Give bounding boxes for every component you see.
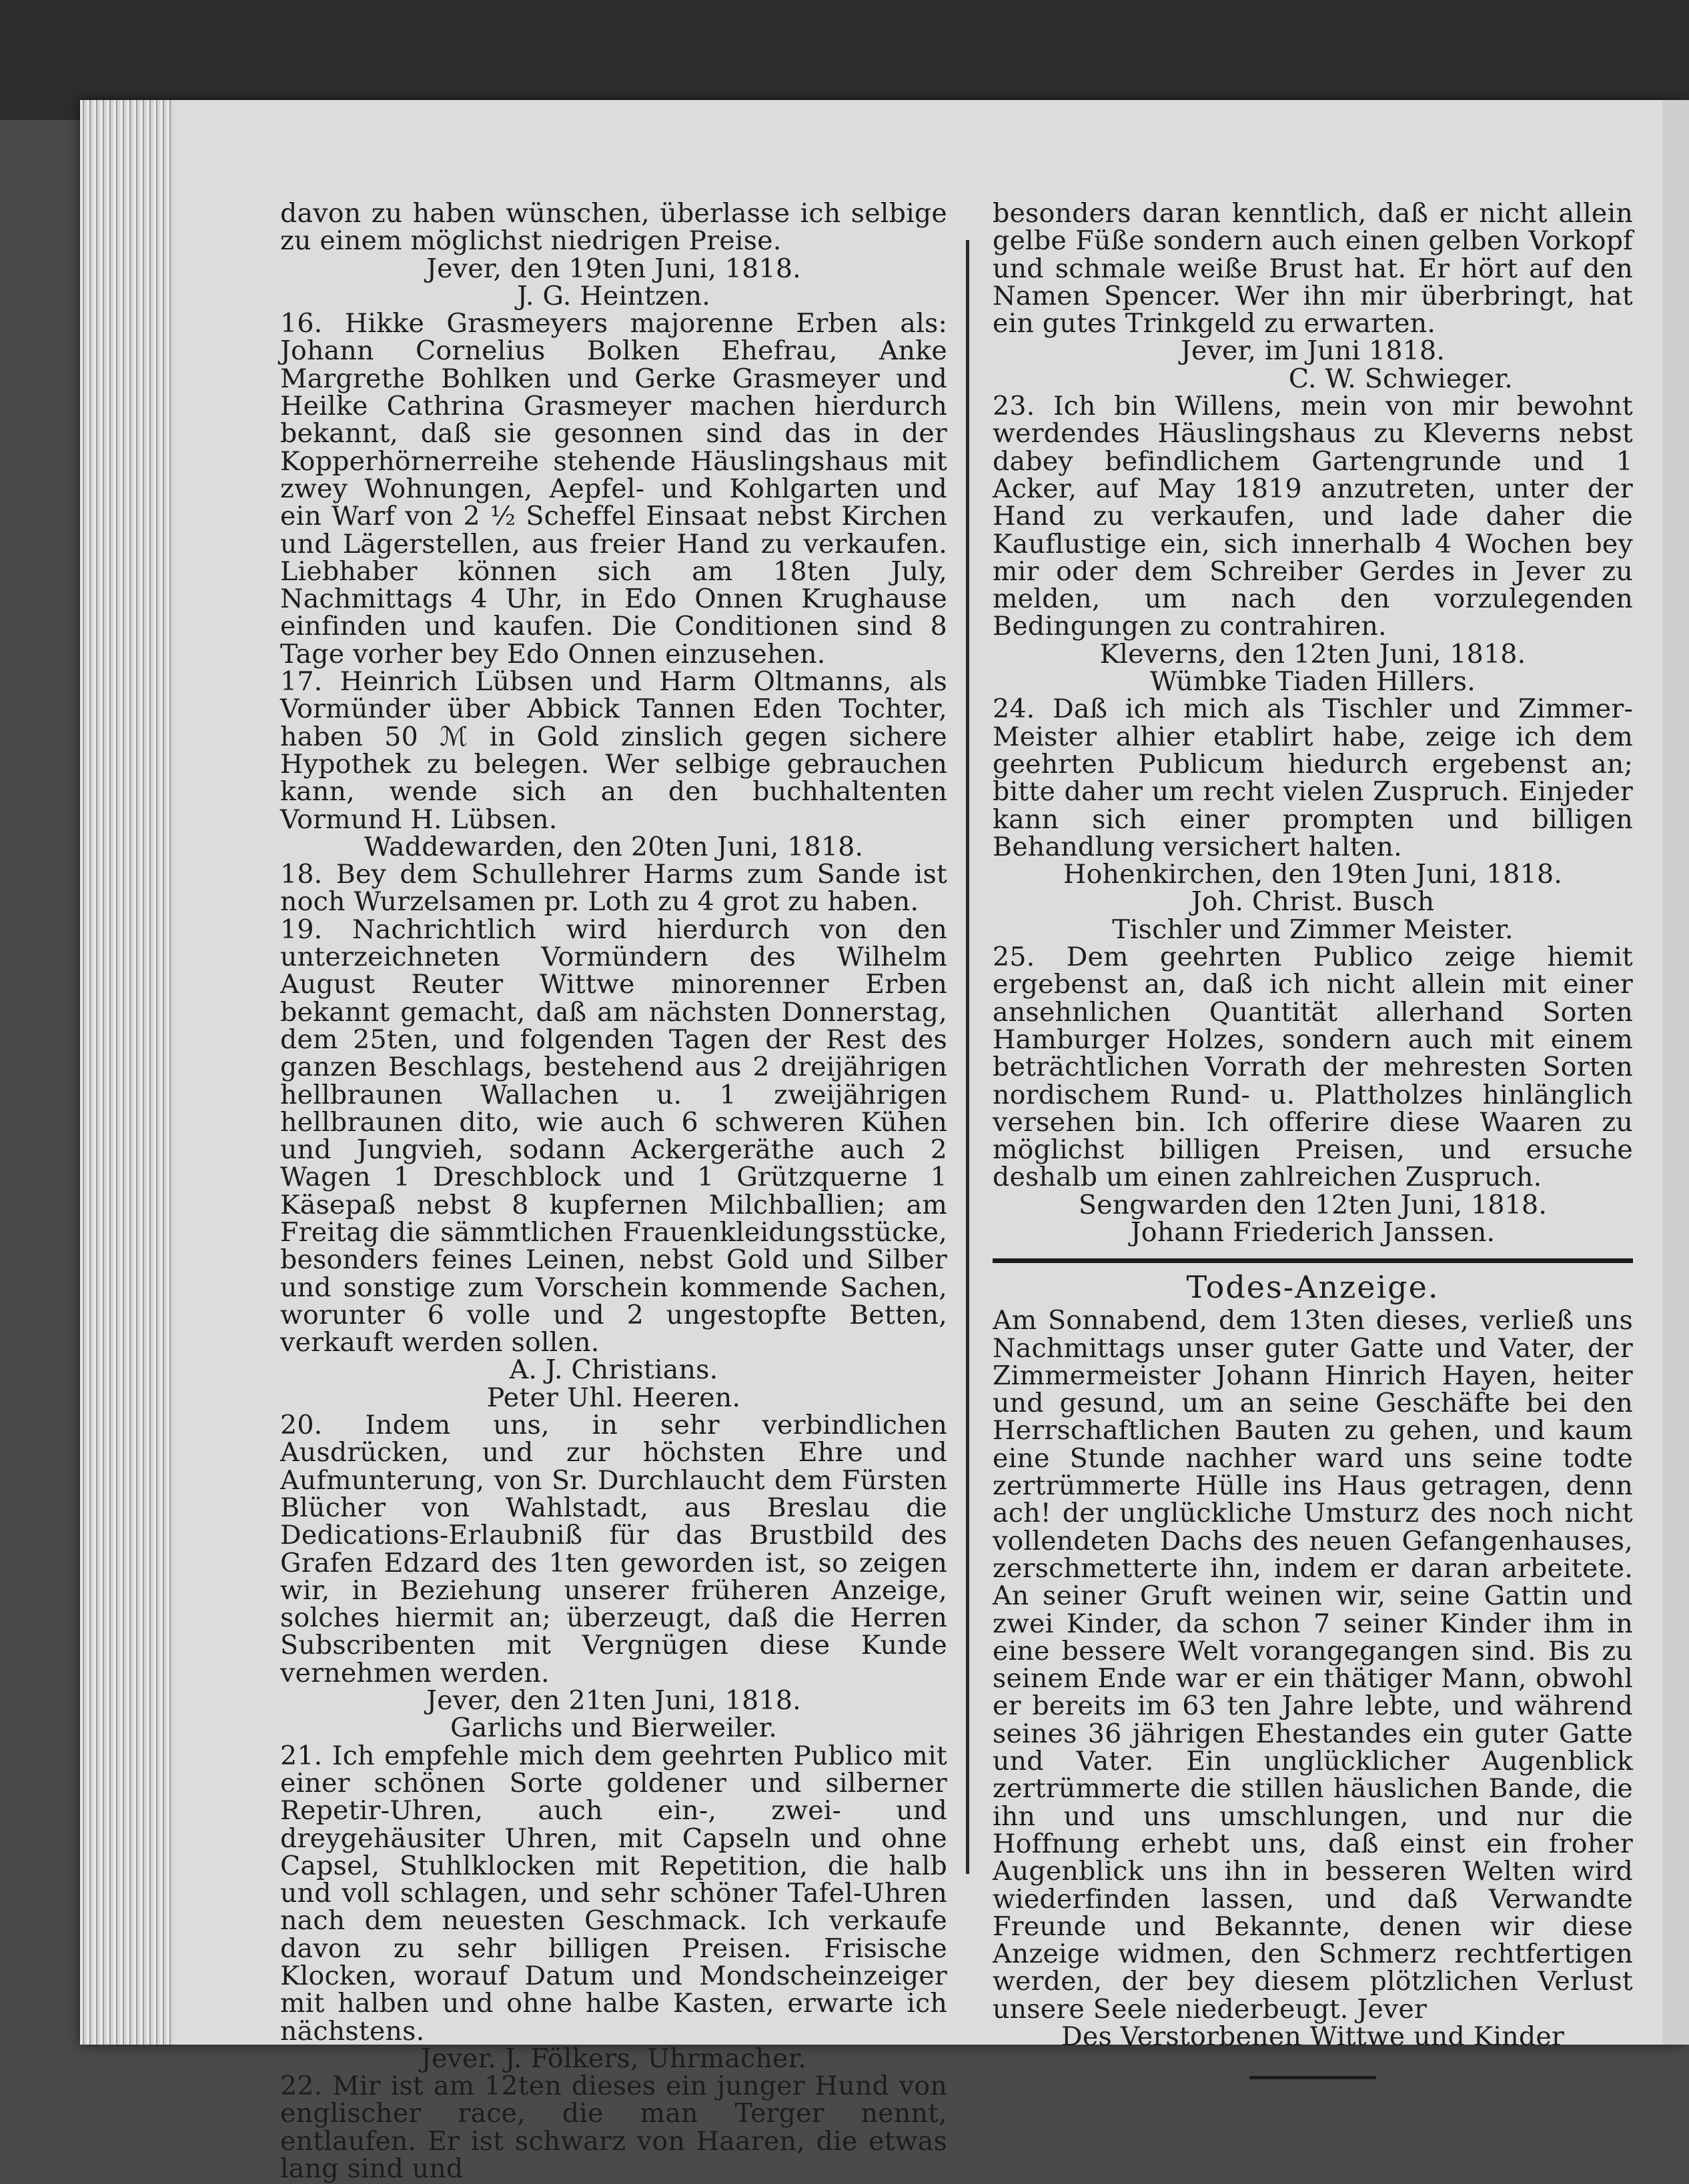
advertisement-18: 18. Bey dem Schullehrer Harms zum Sande ist noch Wurzelsamen pr. Loth zu 4 grot zu haben.	[280, 859, 947, 918]
closing-rule	[1249, 2076, 1376, 2079]
signature: Johann Friederich Janssen.	[1130, 1216, 1496, 1248]
signature: Wümbke Tiaden Hillers.	[1149, 666, 1476, 698]
dateline: Waddewarden, den 20ten Juni, 1818.	[364, 831, 864, 862]
advertisement-21: 21. Ich empfehle mich dem geehrten Publico mit einer schönen Sorte goldener und silberner Repetir-Uhren, auch ein-, zwei- und dreygehäusiter Uhren, mit Capseln und ohne Capsel, Stuhlklocken mit Repetition, die halb und voll schlagen, und sehr schöner Tafel-Uhren nach dem neuesten Geschmack. Ich verkaufe davon zu sehr billigen Preisen. Frisische Klocken, worauf Datum und Mondscheinzeiger mit halben und ohne halbe Kasten, erwarte ich nächstens.	[280, 1740, 947, 2047]
dateline: Jever, den 19ten Juni, 1818.	[426, 253, 801, 284]
left-column	[280, 200, 947, 2183]
dateline: Hohenkirchen, den 19ten Juni, 1818.	[1063, 859, 1563, 890]
advertisement-16: 16. Hikke Grasmeyers majorenne Erben als: Johann Cornelius Bolken Ehefrau, Anke Margrethe Bohlken und Gerke Grasmeyer und Heilke Cathrina Grasmeyer machen hierdurch bekannt, daß sie gesonnen sind das in der Kopperhörnerreihe stehende Häuslingshaus mit zwey Wohnungen, Aepfel- und Kohlgarten und ein Warf von 2 ½ Scheffel Einsaat nebst Kirchen und Lägerstellen, aus freier Hand zu verkaufen. Liebhaber können sich am 18ten July, Nachmittags 4 Uhr, in Edo Onnen Krughause einfinden und kaufen. Die Conditionen sind 8 Tage vorher bey Edo Onnen einzusehen.	[280, 308, 947, 670]
advertisement-22: 22. Mir ist am 12ten dieses ein junger Hund von englischer race, die man Terger nennt, entlaufen. Er ist schwarz von Haaren, die etwas lang sind und	[280, 2071, 947, 2184]
continued-paragraph: besonders daran kenntlich, daß er nicht allein gelbe Füße sondern auch einen gelben Vorkopf und schmale weiße Brust hat. Er hört auf den Namen Spencer. Wer ihn mir überbringt, hat ein gutes Trinkgeld zu erwarten.	[993, 198, 1633, 339]
advertisement-24: 24. Daß ich mich als Tischler und Zimmer-Meister alhier etablirt habe, zeige ich dem geehrten Publicum hiedurch ergebenst an; bitte daher um recht vielen Zuspruch. Einjeder kann sich einer prompten und billigen Behandlung versichert halten.	[993, 694, 1633, 862]
right-column	[993, 200, 1633, 2079]
obituary-heading: Todes-Anzeige.	[1186, 1269, 1440, 1306]
next-page-edge	[1662, 100, 1689, 2045]
section-rule	[993, 1258, 1633, 1263]
advertisement-19: 19. Nachrichtlich wird hierdurch von den unterzeichneten Vormündern des Wilhelm August Reuter Wittwe minorenner Erben bekannt gemacht, daß am nächsten Donnerstag, dem 25ten, und folgenden Tagen der Rest des ganzen Beschlags, bestehend aus 2 dreijährigen hellbraunen Wallachen u. 1 zweijährigen hellbraunen dito, wie auch 6 schweren Kühen und Jungvieh, sodann Ackergeräthe auch 2 Wagen 1 Dreschblock und 1 Grützquerne 1 Käsepaß nebst 8 kupfernen Milchballien; am Freitag die sämmtlichen Frauenkleidungsstücke, besonders feines Leinen, nebst Gold und Silber und sonstige zum Vorschein kommende Sachen, worunter 6 volle und 2 ungestopfte Betten, verkauft werden sollen.	[280, 914, 947, 1358]
book-page-edges	[80, 100, 173, 2045]
signature: Garlichs und Bierweiler.	[450, 1713, 777, 1744]
dateline: Kleverns, den 12ten Juni, 1818.	[1099, 638, 1526, 670]
dateline: Jever, den 21ten Juni, 1818.	[426, 1685, 801, 1717]
obituary-text: Am Sonnabend, dem 13ten dieses, verließ uns Nachmittags unser guter Gatte und Vater, der Zimmermeister Johann Hinrich Hayen, heiter und gesund, um an seine Geschäfte bei den Herrschaftlichen Bauten zu gehen, und kaum eine Stunde nachher ward uns seine todte zertrümmerte Hülle ins Haus getragen, denn ach! der unglückliche Umsturz des noch nicht vollendeten Dachs des neuen Gefangenhauses, zerschmetterte ihn, indem er daran arbeitete. An seiner Gruft weinen wir, seine Gattin und zwei Kinder, da schon 7 seiner Kinder ihm in eine bessere Welt vorangegangen sind. Bis zu seinem Ende war er ein thätiger Mann, obwohl er bereits im 63 ten Jahre lebte, und während seines 36 jährigen Ehestandes ein guter Gatte und Vater. Ein unglücklicher Augenblick zertrümmerte die stillen häuslichen Bande, die ihn und uns umschlungen, und nur die Hoffnung erhebt uns, daß einst ein froher Augenblick uns ihn in besseren Welten wird wiederfinden lassen, und daß Verwandte Freunde und Bekannte, denen wir diese Anzeige widmen, den Schmerz rechtfertigen werden, der bey diesem plötzlichen Verlust unsere Seele niederbeugt. Jever	[993, 1305, 1633, 2025]
signature: Jever. J. Fölkers, Uhrmacher.	[420, 2043, 807, 2074]
signature: Peter Uhl. Heeren.	[486, 1382, 741, 1413]
signature: A. J. Christians.	[509, 1354, 718, 1386]
continued-paragraph: davon zu haben wünschen, überlasse ich selbige zu einem möglichst niedrigen Preise.	[280, 198, 947, 257]
signature: C. W. Schwieger.	[1288, 363, 1513, 394]
advertisement-20: 20. Indem uns, in sehr verbindlichen Ausdrücken, und zur höchsten Ehre und Aufmunterung, von Sr. Durchlaucht dem Fürsten Blücher von Wahlstadt, aus Breslau die Dedications-Erlaubniß für das Brustbild des Grafen Edzard des 1ten geworden ist, so zeigen wir, in Beziehung unserer früheren Anzeige, solches hiermit an; überzeugt, daß die Herren Subscribenten mit Vergnügen diese Kunde vernehmen werden.	[280, 1410, 947, 1689]
dateline: Jever, im Juni 1818.	[1180, 335, 1446, 367]
signature: J. G. Heintzen.	[516, 280, 711, 311]
dateline: Sengwarden den 12ten Juni, 1818.	[1078, 1189, 1548, 1220]
signature: Joh. Christ. Busch	[1191, 886, 1435, 918]
obituary-signature: Des Verstorbenen Wittwe und Kinder	[1061, 2021, 1564, 2052]
signature: Tischler und Zimmer Meister.	[1112, 914, 1514, 945]
advertisement-25: 25. Dem geehrten Publico zeige hiemit ergebenst an, daß ich nicht allein mit einer ansehnlichen Quantität allerhand Sorten Hamburger Holzes, sondern auch mit einem beträchtlichen Vorrath der mehresten Sorten nordischem Rund- u. Plattholzes hinlänglich versehen bin. Ich offerire diese Waaren zu möglichst billigen Preisen, und ersuche deshalb um einen zahlreichen Zuspruch.	[993, 942, 1633, 1193]
advertisement-23: 23. Ich bin Willens, mein von mir bewohnt werdendes Häuslingshaus zu Kleverns nebst dabey befindlichem Gartengrunde und 1 Acker, auf May 1819 anzutreten, unter der Hand zu verkaufen, und lade daher die Kauflustige ein, sich innerhalb 4 Wochen bey mir oder dem Schreiber Gerdes in Jever zu melden, um nach den vorzulegenden Bedingungen zu contrahiren.	[993, 391, 1633, 642]
column-divider	[966, 240, 969, 1874]
advertisement-17: 17. Heinrich Lübsen und Harm Oltmanns, als Vormünder über Abbick Tannen Eden Tochter, haben 50 ℳ in Gold zinslich gegen sichere Hypothek zu belegen. Wer selbige gebrauchen kann, wende sich an den buchhaltenten Vormund H. Lübsen.	[280, 666, 947, 835]
